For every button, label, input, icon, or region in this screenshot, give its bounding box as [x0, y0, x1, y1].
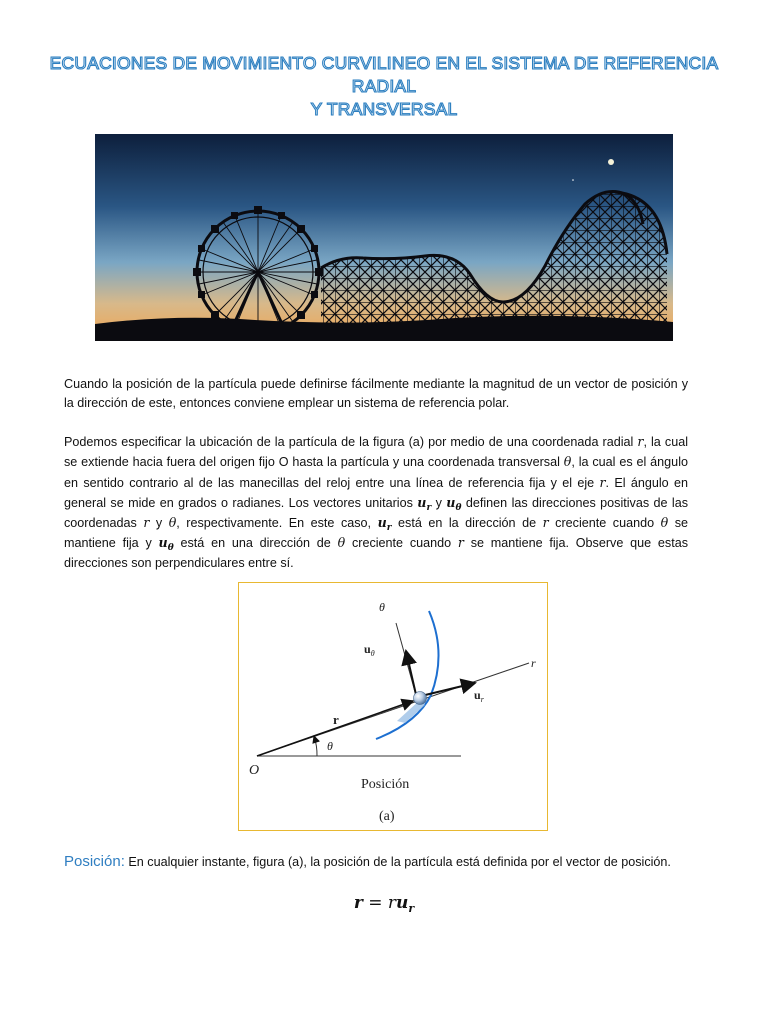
particle-icon	[414, 692, 427, 705]
figure-sublabel: (a)	[379, 809, 395, 824]
roller-coaster-image	[95, 134, 673, 341]
position-paragraph: Posición: En cualquier instante, figura (a), la posición de la partícula está definida por el vector de posición.	[64, 853, 671, 870]
roller-coaster-illustration	[95, 134, 673, 341]
u-r-label: $u_r$	[474, 688, 484, 704]
u-r-arrow	[421, 683, 475, 696]
intro-paragraph: Cuando la posición de la partícula puede definirse fácilmente mediante la magnitud de un vector de posición y la dirección de este, entonces conviene emplear un sistema de referencia polar.	[64, 377, 688, 411]
angle-label: θ	[327, 739, 333, 753]
position-vector	[257, 701, 413, 756]
figure-diagram	[239, 583, 547, 830]
title-line-1: ECUACIONES DE MOVIMIENTO CURVILINEO EN EL SISTEMA DE REFERENCIA RADIAL	[49, 53, 719, 96]
u-theta-arrow	[406, 651, 417, 699]
description-paragraph: Podemos especificar la ubicación de la partícula de la figura (a) por medio de una coordenada radial r, la cual se extiende hacia fuera del origen fijo O hasta la partícula y una coordenada transversal θ, la cual es el ángulo en sentido contrario al de las manecillas del reloj entre una línea de referencia fija y el eje r. El ángulo en general se mide en grados o radianes. Los vectores unitarios $u_r$ y $u_\theta$ definen las direcciones positivas de las coordenadas r y θ, respectivamente. En este caso, $u_r$ está en la dirección de r creciente cuando θ se mantiene fija y $u_\theta$ está en una dirección de θ creciente cuando r se mantiene fija. Observe que estas direcciones son perpendiculares entre sí.	[64, 434, 689, 570]
r-axis-label: r	[531, 656, 536, 670]
position-heading: Posición:	[64, 853, 125, 870]
page-title	[40, 52, 728, 121]
position-equation: $r = ru_r$	[353, 893, 415, 915]
title-line-2: Y TRANSVERSAL	[310, 99, 458, 119]
polar-coordinates-figure	[238, 582, 548, 831]
moon-icon	[608, 159, 614, 165]
u-theta-label: $u_\theta$	[364, 642, 375, 658]
r-vector-label: r	[333, 712, 339, 727]
theta-axis-label: θ	[379, 600, 385, 614]
figure-caption: Posición	[361, 777, 410, 792]
angle-arc	[314, 736, 317, 756]
origin-label: O	[249, 763, 260, 778]
